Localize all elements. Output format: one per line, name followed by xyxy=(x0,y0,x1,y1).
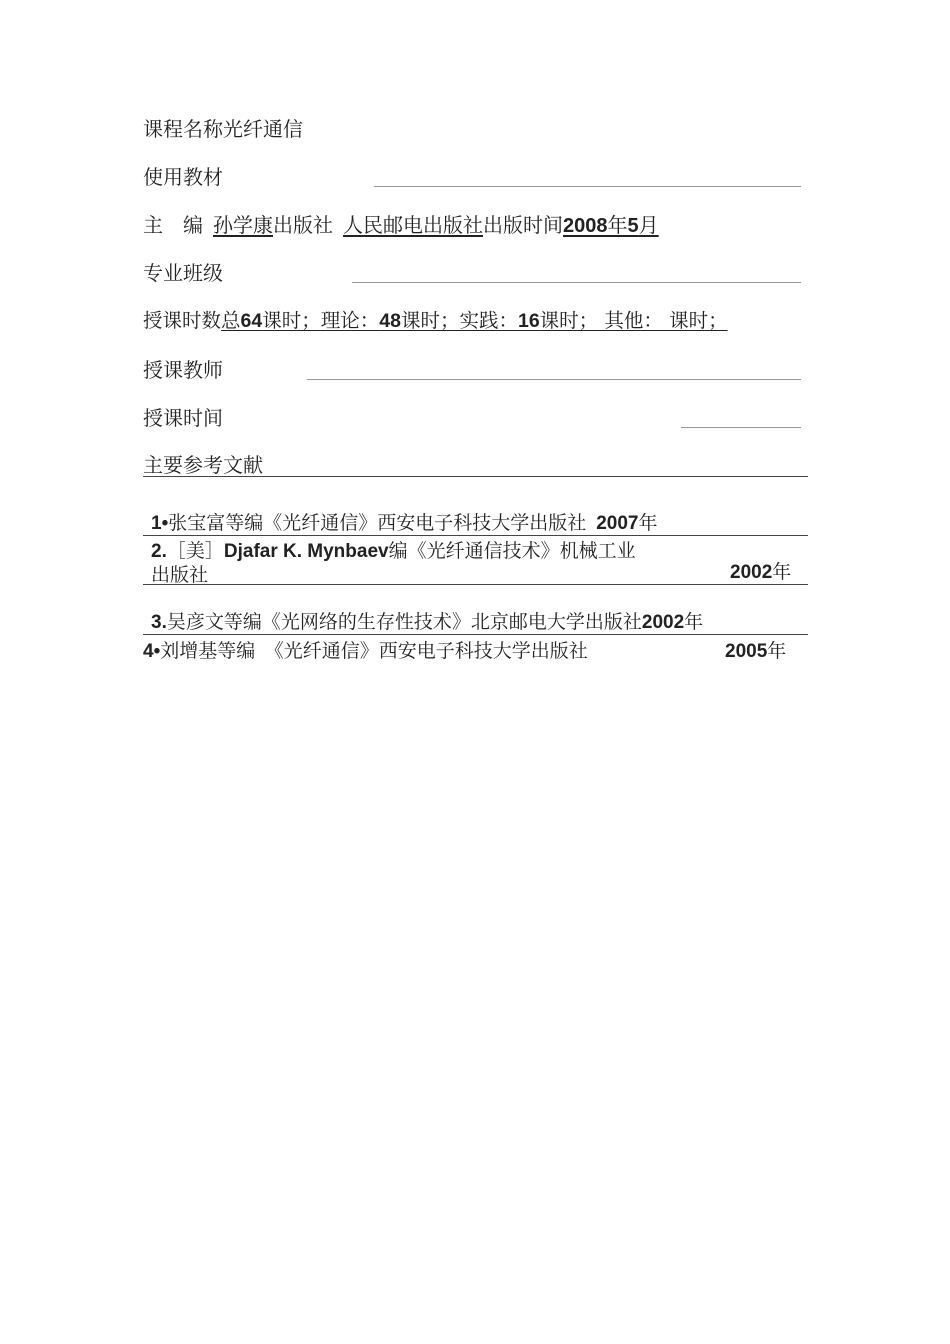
reference-text: 刘增基等编 《光纤通信》西安电子科技大学出版社 xyxy=(160,640,588,662)
hours-label: 授课时数 xyxy=(143,309,222,332)
publisher-value: 人民邮电出版社 xyxy=(343,213,483,237)
refs-heading-row xyxy=(143,452,263,478)
teacher-label: 授课教师 xyxy=(143,358,223,382)
reference-author: Djafar K. Mynbaev xyxy=(223,541,389,562)
teacher-blank-line xyxy=(307,379,801,380)
reference-line-2 xyxy=(143,584,808,585)
reference-line-3 xyxy=(143,634,808,635)
reference-text: 张宝富等编《光纤通信》西安电子科技大学出版社 xyxy=(168,512,587,534)
hours-total-suffix: 课时；理论： xyxy=(262,309,380,332)
course-name-value: 光纤通信 xyxy=(223,117,303,141)
reference-year-unit: 年 xyxy=(684,611,704,633)
hours-theory: 48 xyxy=(379,310,401,332)
pubtime-month: 5 xyxy=(627,215,639,237)
reference-item-4 xyxy=(143,639,588,664)
class-label: 专业班级 xyxy=(143,261,223,285)
pubtime-year-unit: 年 xyxy=(607,213,628,237)
textbook-blank-line xyxy=(374,186,801,187)
refs-heading-line xyxy=(143,476,808,477)
editor-label: 主 编 xyxy=(143,213,203,237)
reference-number: 1• xyxy=(151,513,169,534)
editor-row xyxy=(143,212,659,239)
reference-item-3 xyxy=(151,610,703,635)
reference-year-unit: 年 xyxy=(767,640,787,662)
textbook-row xyxy=(143,164,223,190)
course-name-row xyxy=(143,116,303,142)
reference-number: 3. xyxy=(151,612,167,633)
reference-item-1 xyxy=(151,511,658,536)
time-row xyxy=(143,405,223,431)
reference-number: 2. xyxy=(151,541,167,562)
pubtime-month-unit: 月 xyxy=(638,213,659,237)
hours-theory-suffix: 课时；实践： xyxy=(400,309,518,332)
reference-line-1 xyxy=(143,535,808,536)
hours-detail xyxy=(221,309,728,332)
reference-year: 2002 xyxy=(641,612,685,633)
reference-number: 4• xyxy=(143,641,161,662)
hours-total: 64 xyxy=(240,310,263,332)
reference-item-2 xyxy=(151,539,636,564)
reference-year: 2002 xyxy=(730,562,773,583)
reference-item-4-year xyxy=(725,639,786,664)
pubtime-year: 2008 xyxy=(563,215,608,237)
reference-year: 2007 xyxy=(596,513,639,534)
editor-value: 孙学康 xyxy=(213,213,273,237)
class-row xyxy=(143,260,223,286)
refs-label: 主要参考文献 xyxy=(143,453,263,477)
teacher-row xyxy=(143,357,223,383)
hours-row xyxy=(143,308,728,334)
class-blank-line xyxy=(352,282,801,283)
reference-year-unit: 年 xyxy=(772,561,792,583)
publisher-label: 出版社 xyxy=(273,213,333,237)
hours-total-prefix: 总 xyxy=(221,309,241,332)
course-name-label: 课程名称 xyxy=(143,117,223,141)
reference-text-wrap: 出版社 xyxy=(151,564,209,586)
time-blank-line xyxy=(681,427,801,428)
reference-text: ［美］ xyxy=(166,540,224,562)
textbook-label: 使用教材 xyxy=(143,165,223,189)
reference-item-2-year xyxy=(730,560,791,585)
reference-text: 吴彦文等编《光网络的生存性技术》北京邮电大学出版社 xyxy=(166,611,642,633)
reference-text-cont: 编《光纤通信技术》机械工业 xyxy=(388,540,636,562)
hours-practice-suffix: 课时； 其他： 课时； xyxy=(539,309,728,332)
reference-year-unit: 年 xyxy=(638,512,658,534)
reference-year: 2005 xyxy=(725,641,768,662)
pubtime-label: 出版时间 xyxy=(483,213,563,237)
time-label: 授课时间 xyxy=(143,406,223,430)
hours-practice: 16 xyxy=(517,310,540,332)
